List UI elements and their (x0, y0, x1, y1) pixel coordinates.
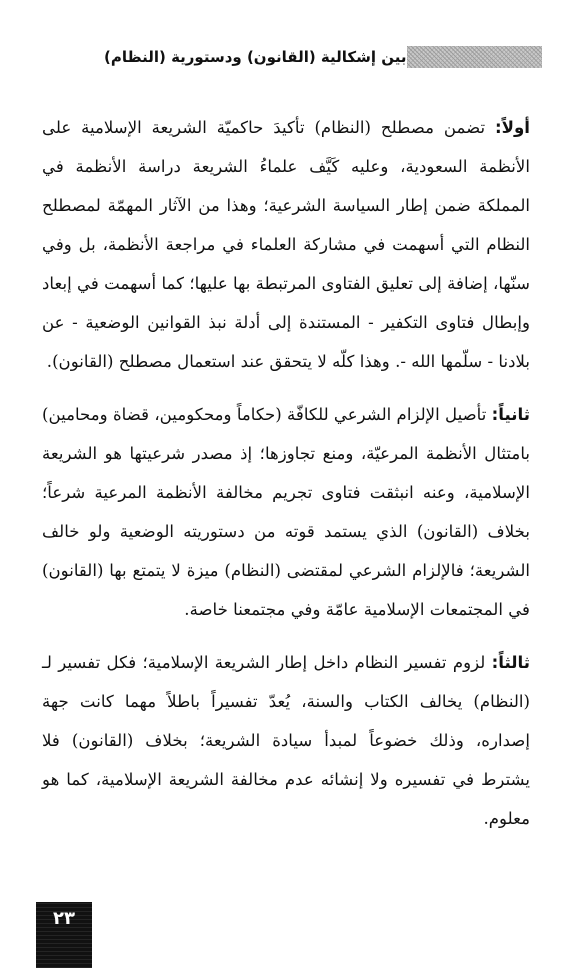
paragraph-second (42, 395, 530, 629)
paragraph-label: ثانياً: (491, 405, 530, 424)
body-text (42, 108, 530, 838)
running-header (96, 42, 542, 72)
paragraph-text: تضمن مصطلح (النظام) تأكيدَ حاكميّة الشريعة الإسلامية على الأنظمة السعودية، وعليه كَيَّف علماءُ الشريعة دراسة الأنظمة في المملكة ضمن إطار السياسة الشرعية؛ وهذا من الآثار المهمّة لمصطلح النظام التي أسهمت في مشاركة العلماء في مراجعة الأنظمة، بل وفي سنّها، إضافة إلى تعليق الفتاوى المرتبطة بها عليها؛ كما أسهمت في إبعاد وإبطال فتاوى التكفير - المستندة إلى أدلة نبذ القوانين الوضعية - عن بلادنا - سلّمها الله -. وهذا كلّه لا يتحقق عند استعمال مصطلح (القانون). (42, 118, 530, 371)
paragraph-label: ثالثاً: (491, 653, 530, 672)
paragraph-text: لزوم تفسير النظام داخل إطار الشريعة الإسلامية؛ فكل تفسير لـ (النظام) يخالف الكتاب والسنة، يُعدّ تفسيراً باطلاً مهما كانت جهة إصداره، وذلك خضوعاً لمبدأ سيادة الشريعة؛ بخلاف (القانون) فلا يشترط في تفسيره ولا إنشائه عدم مخالفة الشريعة الإسلامية، كما هو معلوم. (42, 653, 530, 828)
header-decorative-band (407, 46, 542, 68)
paragraph-first (42, 108, 530, 381)
paragraph-third (42, 643, 530, 838)
paragraph-text: تأصيل الإلزام الشرعي للكافّة (حكاماً ومحكومين، قضاة ومحامين) بامتثال الأنظمة المرعيّة، ومنع تجاوزها؛ إذ مصدر شرعيتها هو الشريعة الإسلامية، وعنه انبثقت فتاوى تجريم مخالفة الأنظمة المرعية شرعاً؛ بخلاف (القانون) الذي يستمد قوته من دستوريته الوضعية ولو خالف الشريعة؛ فالإلزام الشرعي لمقتضى (النظام) ميزة لا يتمتع بها (القانون) في المجتمعات الإسلامية عامّة وفي مجتمعنا خاصة. (42, 405, 530, 619)
page-number: ٢٣ (53, 908, 75, 929)
page-number-tab (36, 902, 92, 968)
paragraph-label: أولاً: (495, 118, 530, 137)
header-title: بين إشكالية (القانون) ودستورية (النظام) (104, 48, 407, 66)
